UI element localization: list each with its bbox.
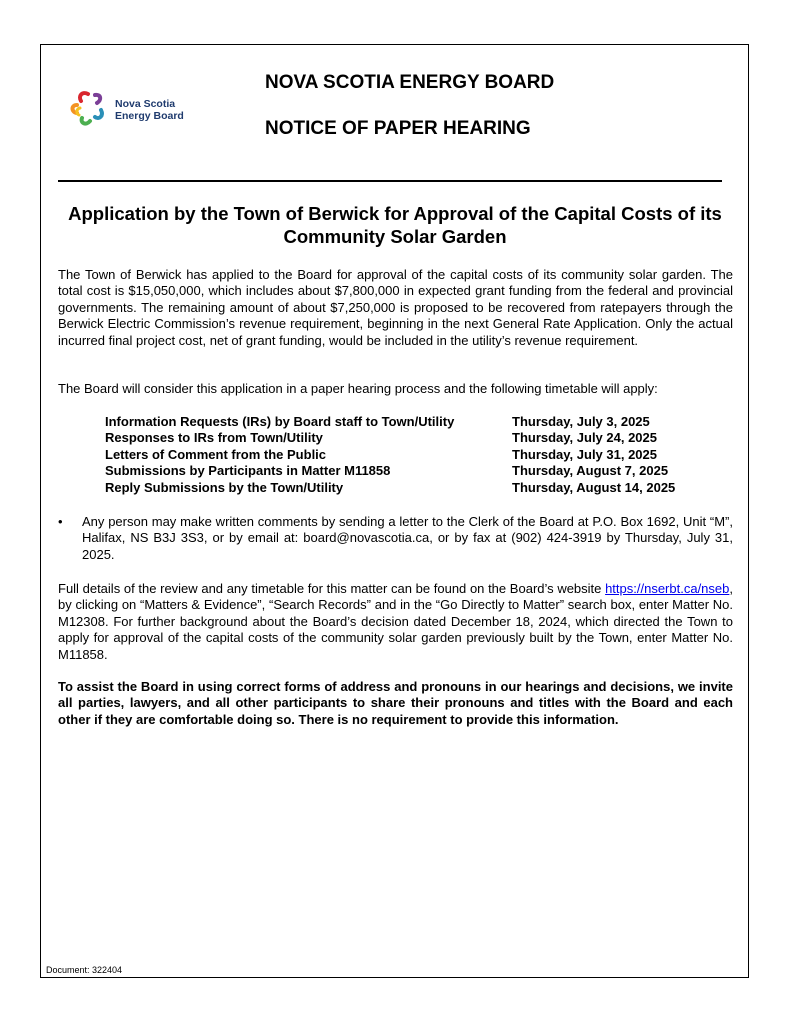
notice-title-heading: NOTICE OF PAPER HEARING	[265, 118, 531, 139]
comment-instructions-text: Any person may make written comments by sending a letter to the Clerk of the Board at P.O. Box 1692, Unit “M”, Halifax, NS B3J 3S3, or by email at: board@novascotia.ca, or by fax at (902) 424-3919 by Thursday, July 31, 2025.	[82, 514, 733, 562]
timetable-step: Responses to IRs from Town/Utility	[105, 430, 323, 446]
timetable-row	[105, 414, 725, 430]
details-text-after-link: , by clicking on “Matters & Evidence”, “Search Records” and in the “Go Directly to Matter” search box, enter Matter No. M12308. For further background about the Board’s decision dated December 18, 2024, which directed the Town to apply for approval of the capital costs of the community solar garden previously built by the Town, enter Matter No. M11858.	[58, 581, 733, 662]
header-divider	[58, 180, 722, 182]
bullet-icon: •	[58, 514, 63, 529]
timetable-step: Information Requests (IRs) by Board staff to Town/Utility	[105, 414, 455, 429]
timetable	[105, 414, 725, 496]
board-website-link[interactable]: https://nserbt.ca/nseb	[605, 581, 730, 596]
pinwheel-logo-icon	[68, 88, 112, 130]
nova-scotia-energy-board-logo	[68, 88, 198, 130]
timetable-row	[105, 463, 725, 479]
page-border	[40, 44, 749, 978]
pronouns-paragraph: To assist the Board in using correct forms of address and pronouns in our hearings and decisions, we invite all parties, lawyers, and all other participants to share their pronouns and titles with the Board and each other if they are comfortable doing so. There is no requirement to provide this information.	[58, 679, 733, 727]
document-number: Document: 322404	[46, 965, 123, 975]
details-paragraph	[58, 581, 733, 663]
application-title: Application by the Town of Berwick for Approval of the Capital Costs of its Community Solar Garden	[68, 203, 722, 247]
process-paragraph: The Board will consider this application in a paper hearing process and the following timetable will apply:	[58, 381, 658, 396]
timetable-date: Thursday, July 24, 2025	[512, 430, 657, 446]
logo-line-2: Energy Board	[115, 110, 184, 122]
intro-paragraph: The Town of Berwick has applied to the Board for approval of the capital costs of its community solar garden. The total cost is $15,050,000, which includes about $7,800,000 in expected grant funding from the federal and provincial governments. The remaining amount of about $7,250,000 is proposed to be recovered from ratepayers through the Berwick Electric Commission’s revenue requirement, beginning in the next General Rate Application. Only the actual incurred final project cost, net of grant funding, would be included in the utility’s revenue requirement.	[58, 267, 733, 348]
timetable-step: Letters of Comment from the Public	[105, 446, 327, 462]
logo-wordmark	[115, 98, 184, 122]
logo-line-1: Nova Scotia	[115, 98, 176, 110]
timetable-date: Thursday, July 3, 2025	[512, 414, 650, 429]
timetable-step: Submissions by Participants in Matter M11858	[105, 463, 391, 479]
timetable-date: Thursday, August 7, 2025	[512, 463, 669, 479]
timetable-date: Thursday, August 14, 2025	[512, 479, 676, 495]
timetable-date: Thursday, July 31, 2025	[512, 446, 657, 462]
timetable-row	[105, 447, 725, 463]
details-text-before-link: Full details of the review and any timetable for this matter can be found on the Board’s website	[58, 581, 606, 596]
board-name-heading: NOVA SCOTIA ENERGY BOARD	[265, 72, 555, 93]
timetable-row	[105, 430, 725, 446]
timetable-step: Reply Submissions by the Town/Utility	[105, 479, 344, 495]
timetable-row	[105, 480, 725, 496]
